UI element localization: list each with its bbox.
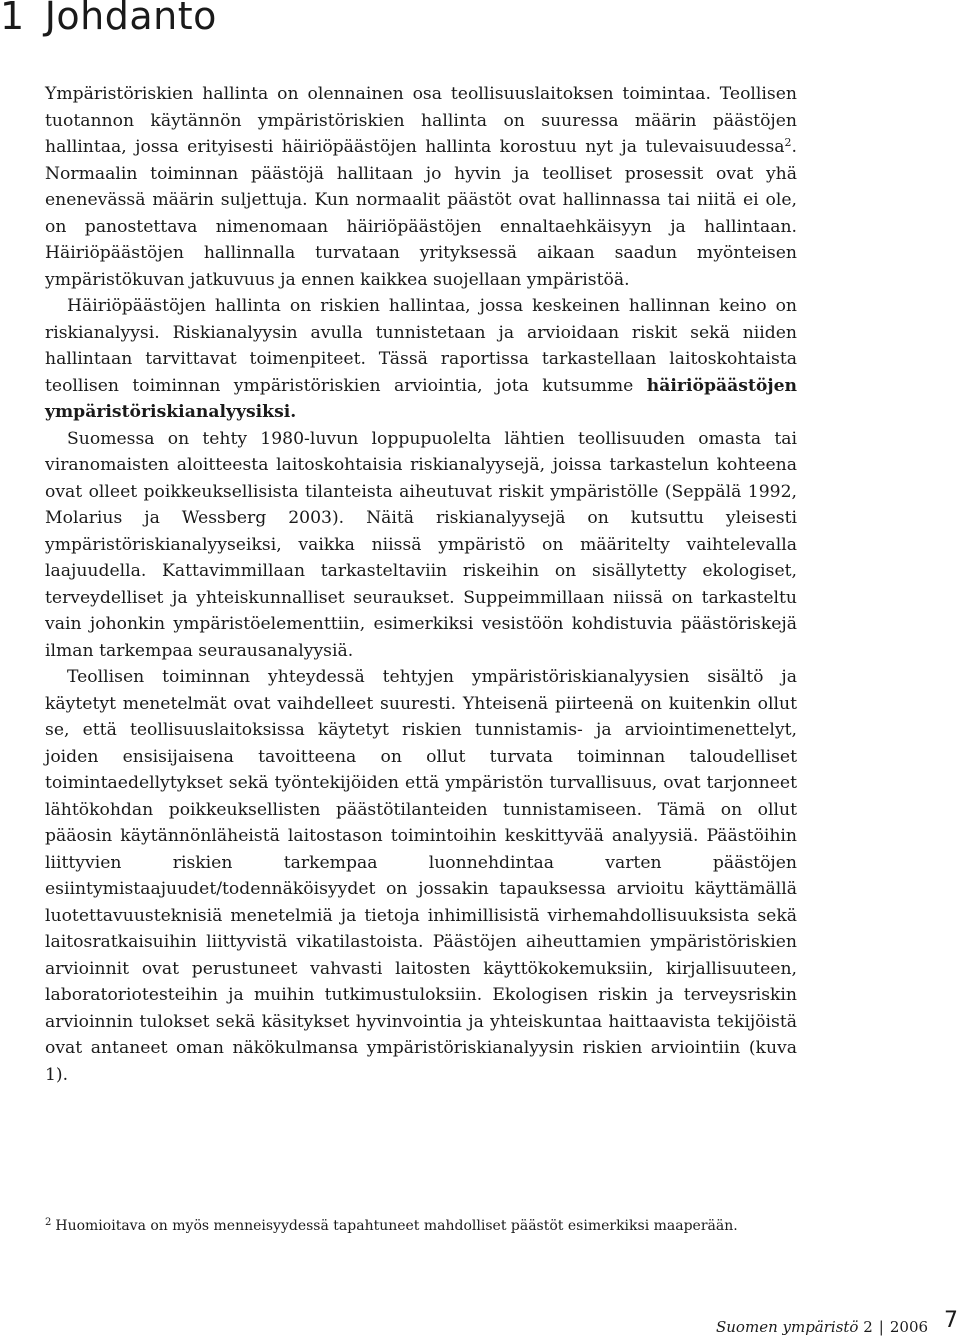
footnote-mark: 2 <box>45 1217 52 1228</box>
paragraph-2-text: Häiriöpäästöjen hallinta on riskien hallintaa, jossa keskeinen hallinnan keino on riskianalyysi. Riskianalyysin avulla tunnistetaan ja arvioidaan riskit sekä niiden hallintaan tarvittavat toimenpiteet. Tässä raportissa tarkastellaan laitoskohtaista teollisen toiminnan ympäristöriskien arviointia, jota kutsumme <box>45 296 797 396</box>
publication-year: 2006 <box>889 1318 929 1336</box>
running-footer <box>716 1318 928 1336</box>
paragraph-1 <box>45 81 797 293</box>
paragraph-4-text: Teollisen toiminnan yhteydessä tehtyjen ympäristöriskianalyysien sisältö ja käytetyt menetelmät ovat vaihdelleet suuresti. Yhteisenä piirteenä on kuitenkin ollut se, että teollisuuslaitoksissa käytetyt riskien tunnistamis- ja arviointimenettelyt, joiden ensisijaisena tavoitteena on ollut turvata toiminnan taloudelliset toimintaedellytykset sekä työntekijöiden että ympäristön turvallisuus, ovat tarjonneet lähtökohdan poikkeuksellisten päästötilanteiden tunnistamiseen. Tämä on ollut pääosin käytännönläheistä laitostason toimintoihin keskittyvää analyysiä. Päästöihin liittyvien riskien tarkempaa luonnehdintaa varten päästöjen esiintymistaajuudet/todennäköisyydet on jossakin tapauksessa arvioitu käyttämällä luotettavuusteknisiä menetelmiä ja tietoja inhimillisistä virhemahdollisuuksista sekä laitosratkaisuihin liittyvistä vikatilastoista. Päästöjen aiheuttamien ympäristöriskien arvioinnit ovat perustuneet vahvasti laitosten käyttökokemuksiin, kirjallisuuteen, laboratoriotesteihin ja muihin tutkimustuloksiin. Ekologisen riskin ja terveysriskin arvioinnin tulokset sekä käsitykset hyvinvointia ja yhteiskuntaa haittaavista tekijöistä ovat antaneet oman näkökulmansa ympäristöriskianalyysin riskien arviointiin (kuva 1). <box>45 667 797 1085</box>
page-number: 7 <box>944 1308 958 1333</box>
footnote-reference: 2 <box>784 136 792 149</box>
publication-title: Suomen ympäristö <box>716 1318 859 1336</box>
paragraph-3 <box>45 426 797 665</box>
footnote <box>45 1216 835 1236</box>
paragraph-1-text-b: . Normaalin toiminnan päästöjä hallitaan jo hyvin ja teolliset prosessit ovat yhä enenevässä määrin suljettuja. Kun normaalit päästöt ovat hallinnassa tai niitä ei ole, on panostettava nimenomaan häiriöpäästöjen ennaltaehkäisyyn ja hallintaan. Häiriöpäästöjen hallinnalla turvataan yrityksessä aikaan saadun myönteisen ympäristökuvan jatkuvuus ja ennen kaikkea suojellaan ympäristöä. <box>45 137 797 290</box>
chapter-number: 1 <box>0 0 25 38</box>
paragraph-2-emphasis: häiriöpäästöjen ympäristöriskianalyysiksi. <box>45 375 797 422</box>
footnote-text: Huomioitava on myös menneisyydessä tapahtuneet mahdolliset päästöt esimerkiksi maaperään. <box>55 1218 738 1234</box>
chapter-heading <box>0 0 217 38</box>
paragraph-4 <box>45 664 797 1088</box>
chapter-title: Johdanto <box>44 0 217 38</box>
paragraph-2 <box>45 293 797 426</box>
body-text <box>45 81 797 1088</box>
paragraph-1-text-a: Ympäristöriskien hallinta on olennainen osa teollisuuslaitoksen toimintaa. Teollisen tuotannon käytännön ympäristöriskien hallinta on suuressa määrin päästöjen hallintaa, jossa erityisesti häiriöpäästöjen hallinta korostuu nyt ja tulevaisuudessa <box>45 84 797 157</box>
paragraph-3-text: Suomessa on tehty 1980-luvun loppupuolelta lähtien teollisuuden omasta tai viranomaisten aloitteesta laitoskohtaisia riskianalyysejä, joissa tarkastelun kohteena ovat olleet poikkeuksellisista tilanteista aiheutuvat riskit ympäristölle (Seppälä 1992, Molarius ja Wessberg 2003). Näitä riskianalyysejä on kutsuttu yleisesti ympäristöriskianalyyseiksi, vaikka niissä ympäristö on määritelty vaihtelevalla laajuudella. Kattavimmillaan tarkasteltaviin riskeihin on sisällytetty ekologiset, terveydelliset ja yhteiskunnalliset seuraukset. Suppeimmillaan niissä on tarkasteltu vain johonkin ympäristöelementtiin, esimerkiksi vesistöön kohdistuvia päästöriskejä ilman tarkempaa seurausanalyysiä. <box>45 428 797 661</box>
footer-separator: | <box>878 1318 884 1336</box>
issue-number: 2 <box>863 1318 873 1336</box>
